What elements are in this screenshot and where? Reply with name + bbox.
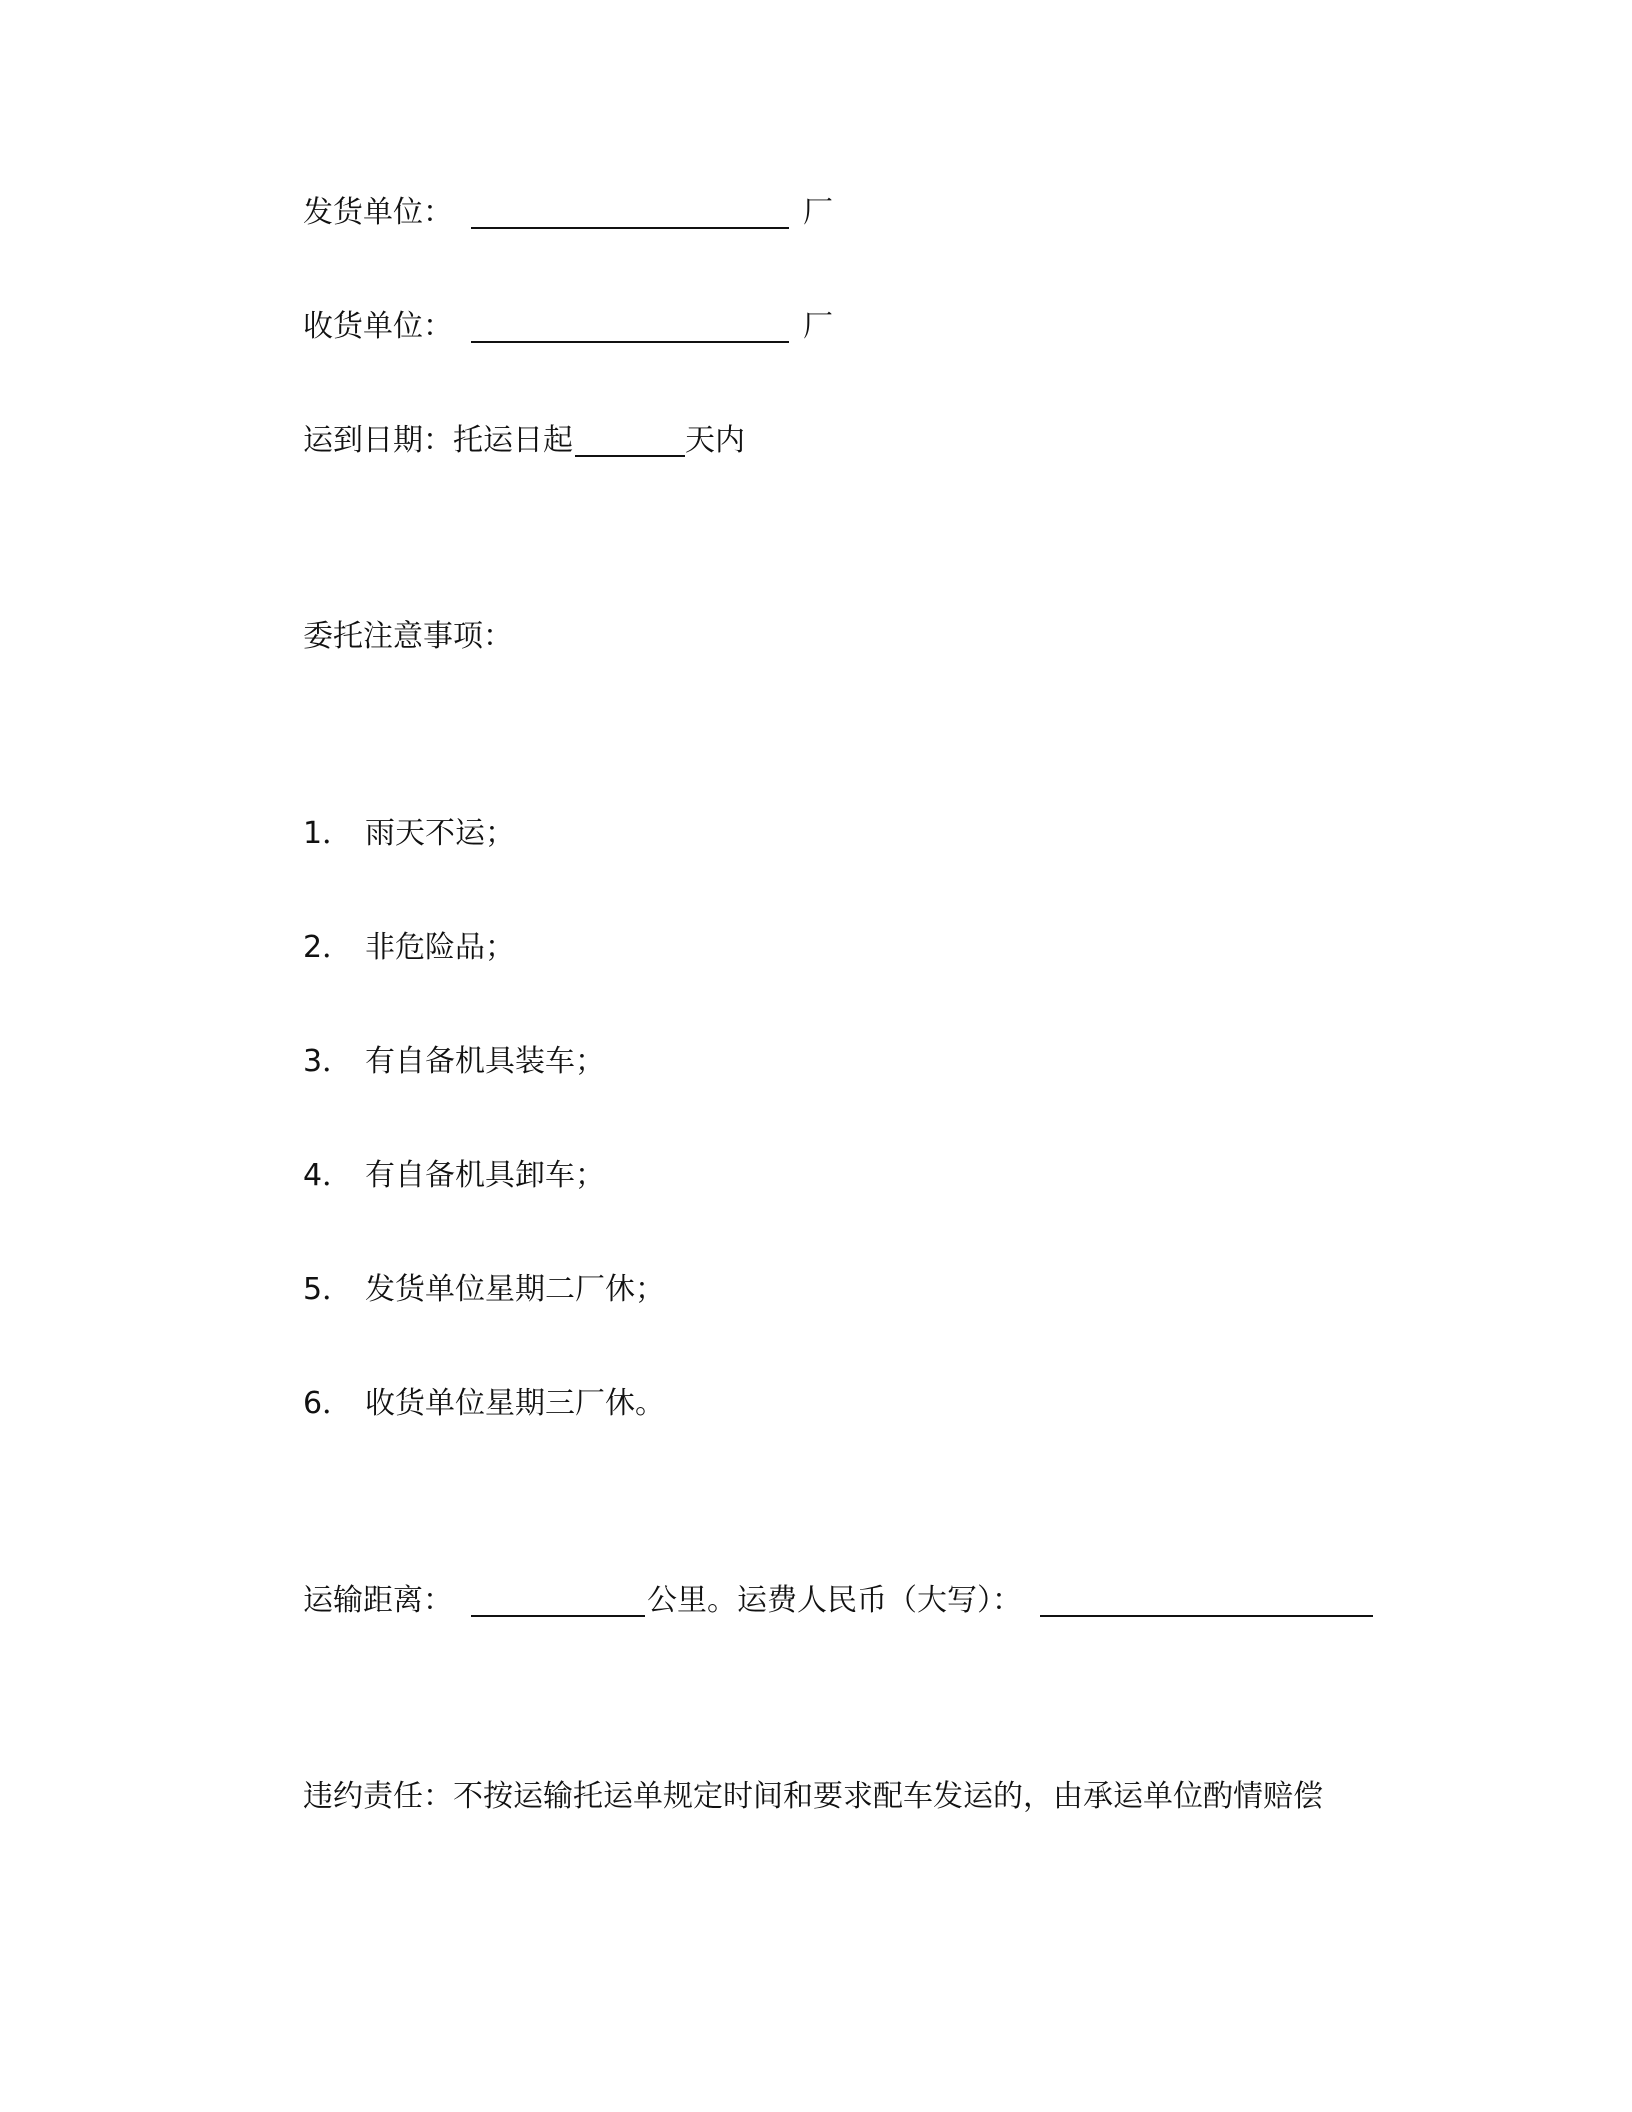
note-text: 有自备机具卸车； — [365, 1158, 605, 1193]
note-text: 发货单位星期二厂休； — [365, 1272, 665, 1307]
note-item — [303, 814, 515, 854]
consignee-blank[interactable] — [471, 311, 789, 343]
distance-unit: 公里。运费人民币（大写）： — [647, 1583, 1022, 1618]
shipper-blank[interactable] — [471, 197, 789, 229]
shipper-label: 发货单位： — [303, 195, 453, 230]
note-item — [303, 1270, 665, 1310]
note-item — [303, 1042, 605, 1082]
distance-label: 运输距离： — [303, 1583, 453, 1618]
note-item — [303, 928, 515, 968]
consignee-label: 收货单位： — [303, 309, 453, 344]
note-text: 收货单位星期三厂休。 — [365, 1386, 665, 1421]
shipper-row — [303, 193, 833, 233]
consignee-row — [303, 307, 833, 347]
note-number: 6． — [303, 1386, 353, 1421]
note-number: 4． — [303, 1158, 353, 1193]
arrival-suffix: 天内 — [685, 423, 745, 458]
notes-title — [303, 617, 513, 657]
liability-text: 违约责任：不按运输托运单规定时间和要求配车发运的，由承运单位酌情赔偿 — [303, 1779, 1323, 1814]
note-text: 非危险品； — [365, 930, 515, 965]
consignee-suffix: 厂 — [803, 309, 833, 344]
fee-blank[interactable] — [1040, 1585, 1373, 1617]
note-text: 雨天不运； — [365, 816, 515, 851]
note-item — [303, 1156, 605, 1196]
arrival-days-blank[interactable] — [575, 425, 685, 457]
note-item — [303, 1384, 665, 1424]
distance-blank[interactable] — [471, 1585, 645, 1617]
liability-row — [303, 1777, 1323, 1817]
note-number: 1． — [303, 816, 353, 851]
arrival-row — [303, 421, 745, 461]
note-number: 5． — [303, 1272, 353, 1307]
shipper-suffix: 厂 — [803, 195, 833, 230]
arrival-label: 运到日期：托运日起 — [303, 423, 573, 458]
note-number: 2． — [303, 930, 353, 965]
distance-row — [303, 1581, 1373, 1621]
note-text: 有自备机具装车； — [365, 1044, 605, 1079]
note-number: 3． — [303, 1044, 353, 1079]
notes-title-text: 委托注意事项： — [303, 619, 513, 654]
